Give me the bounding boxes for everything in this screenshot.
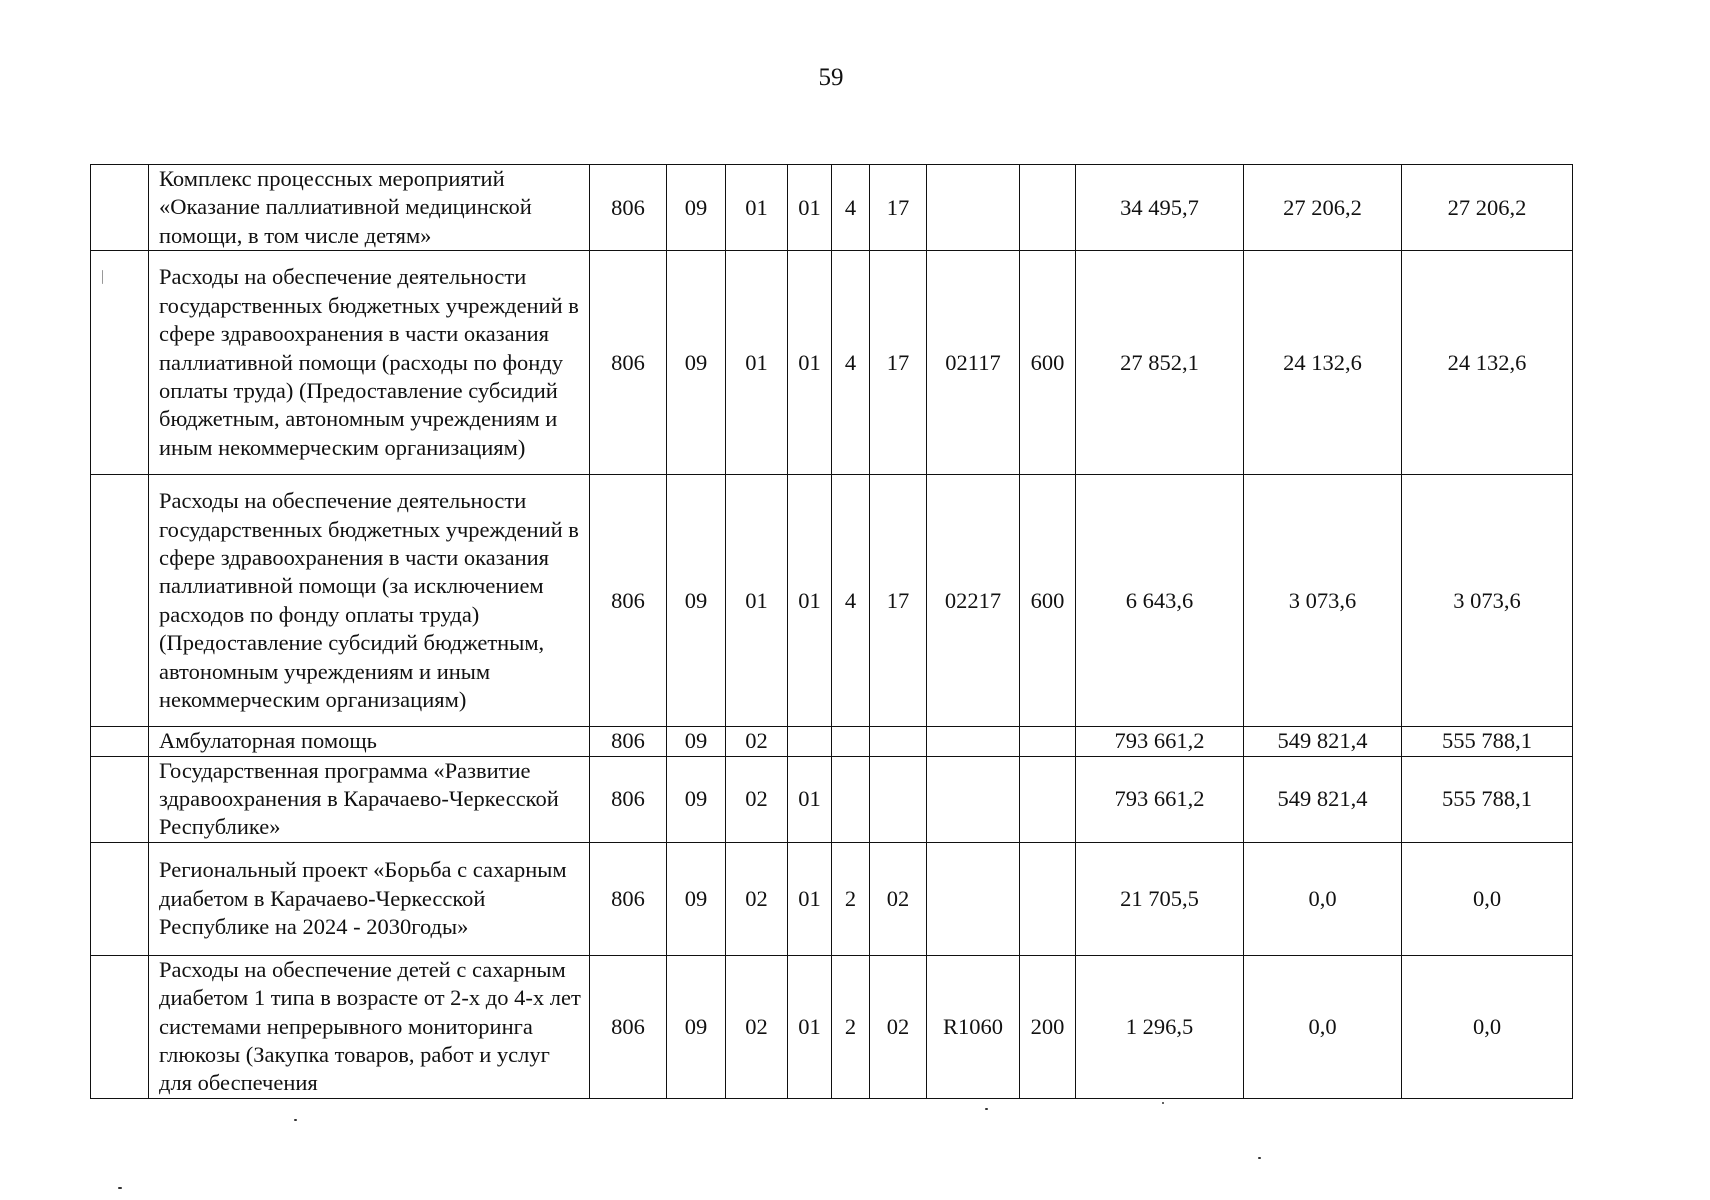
cell-v2: 0,0 [1244,842,1402,955]
scan-speck [118,1187,122,1189]
cell-c2: 09 [667,251,726,475]
cell-c6 [870,756,927,842]
row-index-cell [91,251,149,475]
cell-c5: 4 [832,165,870,251]
cell-v3: 555 788,1 [1402,756,1573,842]
row-index-cell [91,727,149,756]
cell-c4: 01 [788,251,832,475]
cell-c5 [832,727,870,756]
cell-c3: 02 [726,727,788,756]
cell-c4: 01 [788,475,832,727]
cell-c7 [927,842,1020,955]
cell-c8: 600 [1020,251,1076,475]
cell-v1: 34 495,7 [1076,165,1244,251]
cell-c4: 01 [788,756,832,842]
cell-v3: 3 073,6 [1402,475,1573,727]
cell-v2: 0,0 [1244,955,1402,1098]
table-row [91,475,1573,727]
row-index-cell [91,955,149,1098]
row-name-cell: Расходы на обеспечение деятельности государственных бюджетных учреждений в сфере здравоохранения в части оказания паллиативной помощи (за исключением расходов по фонду оплаты труда) (Предоставление субсидий бюджетным, автономным учреждениям и иным некоммерческим организациям) [149,475,590,727]
cell-c4: 01 [788,165,832,251]
cell-c4: 01 [788,955,832,1098]
cell-v3: 27 206,2 [1402,165,1573,251]
cell-c8 [1020,842,1076,955]
row-name-cell: Амбулаторная помощь [149,727,590,756]
cell-c5 [832,756,870,842]
cell-c7 [927,165,1020,251]
cell-c2: 09 [667,727,726,756]
budget-table [90,164,1573,1099]
cell-v3: 0,0 [1402,842,1573,955]
row-name-cell: Региональный проект «Борьба с сахарным диабетом в Карачаево-Черкесской Республике на 2024 - 2030годы» [149,842,590,955]
row-name-cell: Расходы на обеспечение деятельности государственных бюджетных учреждений в сфере здравоохранения в части оказания паллиативной помощи (расходы по фонду оплаты труда) (Предоставление субсидий бюджетным, автономным учреждениям и иным некоммерческим организациям) [149,251,590,475]
cell-v2: 27 206,2 [1244,165,1402,251]
table-row [91,251,1573,475]
cell-v3: 0,0 [1402,955,1573,1098]
row-index-cell [91,475,149,727]
cell-c7 [927,756,1020,842]
scan-speck [985,1108,988,1110]
scan-speck [102,270,103,284]
cell-c8: 600 [1020,475,1076,727]
cell-c5: 4 [832,251,870,475]
cell-c7: 02117 [927,251,1020,475]
cell-v1: 1 296,5 [1076,955,1244,1098]
cell-v3: 555 788,1 [1402,727,1573,756]
cell-c3: 02 [726,955,788,1098]
cell-v1: 793 661,2 [1076,727,1244,756]
cell-c8 [1020,756,1076,842]
scan-speck [294,1119,297,1121]
cell-c6: 17 [870,251,927,475]
table-row [91,727,1573,756]
cell-c3: 01 [726,165,788,251]
cell-v1: 6 643,6 [1076,475,1244,727]
cell-v2: 549 821,4 [1244,756,1402,842]
cell-c3: 01 [726,475,788,727]
cell-c1: 806 [590,165,667,251]
cell-c7: 02217 [927,475,1020,727]
row-index-cell [91,165,149,251]
cell-c2: 09 [667,756,726,842]
row-name-cell: Расходы на обеспечение детей с сахарным диабетом 1 типа в возрасте от 2-х до 4-х лет системами непрерывного мониторинга глюкозы (Закупка товаров, работ и услуг для обеспечения [149,955,590,1098]
row-index-cell [91,756,149,842]
cell-c6: 17 [870,475,927,727]
cell-c3: 01 [726,251,788,475]
cell-c2: 09 [667,842,726,955]
page-number: 59 [818,64,844,91]
row-name-cell: Комплекс процессных мероприятий «Оказание паллиативной медицинской помощи, в том числе детям» [149,165,590,251]
cell-c6: 02 [870,842,927,955]
cell-c5: 2 [832,842,870,955]
cell-v1: 21 705,5 [1076,842,1244,955]
cell-c1: 806 [590,756,667,842]
cell-v2: 549 821,4 [1244,727,1402,756]
cell-c3: 02 [726,756,788,842]
row-index-cell [91,842,149,955]
cell-c4: 01 [788,842,832,955]
cell-c8 [1020,727,1076,756]
cell-c5: 4 [832,475,870,727]
cell-v2: 3 073,6 [1244,475,1402,727]
cell-v3: 24 132,6 [1402,251,1573,475]
cell-c1: 806 [590,955,667,1098]
table-row [91,842,1573,955]
cell-c2: 09 [667,165,726,251]
cell-c1: 806 [590,475,667,727]
cell-c7: R1060 [927,955,1020,1098]
cell-c6 [870,727,927,756]
cell-c2: 09 [667,475,726,727]
cell-c4 [788,727,832,756]
table-row [91,955,1573,1098]
cell-c1: 806 [590,842,667,955]
cell-c1: 806 [590,251,667,475]
cell-c8 [1020,165,1076,251]
cell-v2: 24 132,6 [1244,251,1402,475]
cell-c3: 02 [726,842,788,955]
cell-c6: 17 [870,165,927,251]
table-row [91,165,1573,251]
cell-c5: 2 [832,955,870,1098]
scan-speck [1162,1102,1164,1104]
row-name-cell: Государственная программа «Развитие здравоохранения в Карачаево-Черкесской Республике» [149,756,590,842]
cell-c7 [927,727,1020,756]
table-row [91,756,1573,842]
cell-c6: 02 [870,955,927,1098]
cell-v1: 27 852,1 [1076,251,1244,475]
cell-c2: 09 [667,955,726,1098]
cell-c1: 806 [590,727,667,756]
cell-c8: 200 [1020,955,1076,1098]
scan-speck [1258,1157,1261,1159]
cell-v1: 793 661,2 [1076,756,1244,842]
